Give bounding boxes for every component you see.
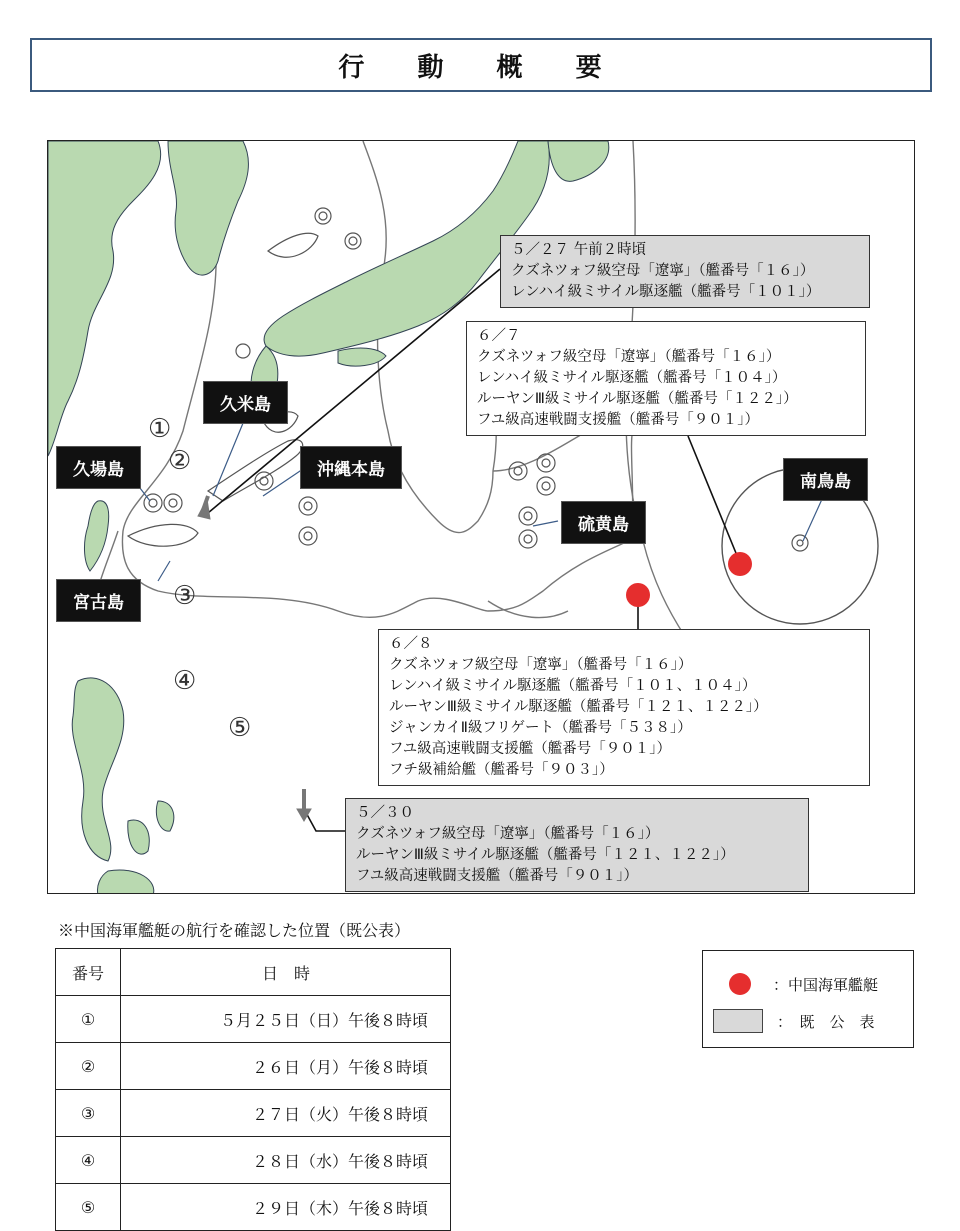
info-line: フチ級補給艦（艦番号「９０３」） (389, 762, 614, 778)
row-number: ① (56, 996, 121, 1043)
label-kume: 久米島 (203, 381, 288, 424)
info-box-may27 (500, 235, 870, 308)
info-line: ジャンカイⅡ級フリゲート（艦番号「５３８」） (389, 720, 692, 736)
row-number: ④ (56, 1137, 121, 1184)
table-row (56, 1090, 451, 1137)
info-box-jun7 (466, 321, 866, 436)
info-line: クズネツォフ級空母「遼寧」（艦番号「１６」） (511, 263, 815, 279)
label-miyako: 宮古島 (56, 579, 141, 622)
label-kuba: 久場島 (56, 446, 141, 489)
position-2: ② (168, 446, 192, 476)
row-datetime: ２８日（水）午後８時頃 (121, 1137, 451, 1184)
row-datetime: ５月２５日（日）午後８時頃 (121, 996, 451, 1043)
info-line: クズネツォフ級空母「遼寧」（艦番号「１６」） (477, 349, 781, 365)
legend-published (713, 1009, 875, 1033)
map-frame (47, 140, 915, 894)
info-line: ６／７ (477, 328, 521, 344)
info-line: クズネツォフ級空母「遼寧」（艦番号「１６」） (389, 657, 693, 673)
info-line: レンハイ級ミサイル駆逐艦（艦番号「１０１、１０４」） (389, 678, 757, 694)
info-line: レンハイ級ミサイル駆逐艦（艦番号「１０１」） (511, 284, 821, 300)
position-5: ⑤ (228, 713, 252, 743)
sighting-table (55, 948, 451, 1231)
info-line: ルーヤンⅢ級ミサイル駆逐艦（艦番号「１２１、１２２」） (356, 847, 735, 863)
position-4: ④ (173, 666, 197, 696)
header-datetime: 日 時 (121, 949, 451, 996)
vessel-position-jun8 (626, 583, 650, 607)
info-line: ルーヤンⅢ級ミサイル駆逐艦（艦番号「１２２」） (477, 391, 798, 407)
info-line: ５／２７ 午前２時頃 (511, 242, 647, 258)
info-line: ルーヤンⅢ級ミサイル駆逐艦（艦番号「１２１、１２２」） (389, 699, 768, 715)
info-line: フユ級高速戦闘支援艦（艦番号「９０１」） (389, 741, 672, 757)
info-line: フユ級高速戦闘支援艦（艦番号「９０１」） (477, 412, 760, 428)
page-title: 行 動 概 要 (30, 38, 932, 92)
info-box-may30 (345, 798, 809, 892)
info-line: ６／８ (389, 636, 433, 652)
legend-vessel-label: ：中国海軍艦艇 (773, 975, 879, 994)
row-datetime: ２７日（火）午後８時頃 (121, 1090, 451, 1137)
info-line: ５／３０ (356, 805, 414, 821)
position-1: ① (148, 414, 172, 444)
info-line: クズネツォフ級空母「遼寧」（艦番号「１６」） (356, 826, 660, 842)
table-row (56, 1043, 451, 1090)
header-number: 番号 (56, 949, 121, 996)
footnote: ※中国海軍艦艇の航行を確認した位置（既公表） (58, 921, 411, 940)
gray-box-icon (713, 1009, 763, 1033)
legend-published-label: ： 既 公 表 (777, 1012, 875, 1031)
info-line: レンハイ級ミサイル駆逐艦（艦番号「１０４」） (477, 370, 787, 386)
legend (702, 950, 914, 1048)
info-box-jun8 (378, 629, 870, 786)
table-row (56, 996, 451, 1043)
position-3: ③ (173, 581, 197, 611)
row-number: ② (56, 1043, 121, 1090)
row-datetime: ２６日（月）午後８時頃 (121, 1043, 451, 1090)
label-minamitori: 南鳥島 (783, 458, 868, 501)
row-datetime: ２９日（木）午後８時頃 (121, 1184, 451, 1231)
row-number: ③ (56, 1090, 121, 1137)
row-number: ⑤ (56, 1184, 121, 1231)
red-dot-icon (729, 973, 751, 995)
label-okinawa: 沖縄本島 (300, 446, 402, 489)
legend-vessel (713, 973, 878, 995)
table-row (56, 1184, 451, 1231)
info-line: フユ級高速戦闘支援艦（艦番号「９０１」） (356, 868, 639, 884)
table-header-row (56, 949, 451, 996)
table-row (56, 1137, 451, 1184)
label-iwoto: 硫黄島 (561, 501, 646, 544)
vessel-position-jun7 (728, 552, 752, 576)
